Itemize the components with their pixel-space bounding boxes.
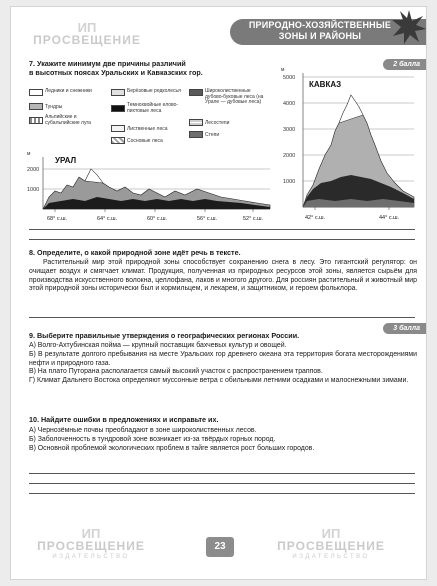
kavkaz-y-tick-1000: 1000 xyxy=(283,179,296,185)
task7-answer-line-1[interactable] xyxy=(29,229,415,230)
task7-title-line1: 7. Укажите минимум две причины различий xyxy=(29,59,186,68)
ural-x-tick-52: 52° с.ш. xyxy=(243,216,264,222)
legend-swatch-tundra xyxy=(29,103,43,110)
task10-statement-b: Б) Заболоченность в тундровой зоне возникает из-за твёрдых горных пород. xyxy=(29,435,276,443)
task8-title: 8. Определите, о какой природной зоне идёт речь в тексте. xyxy=(29,248,241,257)
legend-label-broadleaf: Широколиственные дубово-буковые леса (на Урале — дубовые леса) xyxy=(205,88,264,105)
legend-swatch-meadows xyxy=(29,117,43,124)
publisher-logo-bottom-right: ИП xyxy=(321,526,341,541)
task7-title-line2: в высотных поясах Уральских и Кавказских гор. xyxy=(29,68,203,77)
task10-statements xyxy=(29,427,417,453)
ural-x-tick-64: 64° с.ш. xyxy=(97,216,118,222)
task9-statement-c[interactable]: В) На плато Путорана располагается самый высокий участок с распространением траппов. xyxy=(29,368,323,376)
publisher-watermark-title-bottom-right: ПРОСВЕЩЕНИЕ xyxy=(277,539,385,553)
legend-label-glaciers: Ледники и снежники xyxy=(45,88,92,94)
task8-text: Растительный мир этой природной зоны способствует сохранению снега в лесу. Это гигантский регулятор: он очищает воздух и смягчает климат. Продукция, полученная из природных ресурсов этой зоны, является сырьём для производства искусственного волокна, целлофана, лаков и многого другого. Для россиян растительный и животный мир этой природной зоны исторически был и кормильцем, и лекарем, и защитником, и героем фольклора. xyxy=(29,259,417,293)
publisher-logo: ИП xyxy=(77,20,97,35)
ural-x-tick-56: 56° с.ш. xyxy=(197,216,218,222)
workbook-page xyxy=(10,6,427,580)
kavkaz-y-tick-5000: 5000 xyxy=(283,75,296,81)
legend-label-forest-steppe: Лесостепи xyxy=(205,120,230,126)
ural-y-tick-2000: 2000 xyxy=(27,167,40,173)
task9-statement-a[interactable]: А) Волго-Ахтубинская пойма — крупный поставщик бахчевых культур и овощей. xyxy=(29,342,287,349)
kavkaz-x-tick-42: 42° с.ш. xyxy=(305,215,326,221)
legend-swatch-pine xyxy=(111,137,125,144)
kavkaz-y-tick-2000: 2000 xyxy=(283,153,296,159)
ural-y-tick-1000: 1000 xyxy=(27,187,40,193)
task9-title: 9. Выберите правильные утверждения о географических регионах России. xyxy=(29,331,300,340)
task10-answer-line-1[interactable] xyxy=(29,473,415,474)
ural-x-tick-68: 68° с.ш. xyxy=(47,216,68,222)
section-header-line1: ПРИРОДНО-ХОЗЯЙСТВЕННЫЕ xyxy=(248,20,392,30)
legend-swatch-dark-conifer xyxy=(111,105,125,112)
task9-statement-d[interactable]: Г) Климат Дальнего Востока определяют муссонные ветра с обильными летними осадками и малоснежными зимами. xyxy=(29,377,409,385)
ural-x-tick-60: 60° с.ш. xyxy=(147,216,168,222)
publisher-watermark-subtitle-bottom-right: ИЗДАТЕЛЬСТВО xyxy=(292,554,370,560)
kavkaz-chart-label: КАВКАЗ xyxy=(309,80,342,89)
publisher-watermark-title-bottom-left: ПРОСВЕЩЕНИЕ xyxy=(37,539,145,553)
task7-score-badge: 2 балла xyxy=(383,59,427,70)
task10-answer-line-2[interactable] xyxy=(29,483,415,484)
starburst-icon xyxy=(392,10,426,44)
publisher-watermark-subtitle-bottom-left: ИЗДАТЕЛЬСТВО xyxy=(52,554,130,560)
publisher-watermark-bottom-left xyxy=(31,527,151,561)
task7-title xyxy=(29,59,279,77)
kavkaz-y-unit: м xyxy=(281,67,285,73)
task10-statement-a: А) Чернозёмные почвы преобладают в зоне широколиственных лесов. xyxy=(29,427,257,434)
task10-title: 10. Найдите ошибки в предложениях и исправьте их. xyxy=(29,415,219,424)
ural-profile-chart xyxy=(25,147,275,227)
task10-statement-c: В) Основной проблемой экологических проблем в тайге является рост больших городов. xyxy=(29,444,315,452)
task10-answer-line-3[interactable] xyxy=(29,493,415,494)
legend-label-birch: Берёзовые редколесья xyxy=(127,88,181,94)
legend-label-deciduous: Лиственные леса xyxy=(127,126,168,132)
ural-tundra-peak xyxy=(85,169,103,183)
legend-swatch-forest-steppe xyxy=(189,119,203,126)
legend-swatch-glaciers xyxy=(29,89,43,96)
publisher-watermark-title: ПРОСВЕЩЕНИЕ xyxy=(33,33,141,47)
publisher-watermark-bottom-right xyxy=(271,527,391,561)
ural-y-unit: м xyxy=(27,151,31,157)
kavkaz-y-tick-3000: 3000 xyxy=(283,127,296,133)
legend-label-dark-conifer: Темнохвойные елово-пихтовые леса xyxy=(127,102,179,114)
kavkaz-profile-chart xyxy=(279,65,419,227)
publisher-watermark xyxy=(27,21,147,47)
legend-swatch-broadleaf xyxy=(189,89,203,96)
ural-chart-label: УРАЛ xyxy=(55,156,77,165)
legend-label-steppe: Степи xyxy=(205,132,220,138)
kavkaz-y-tick-4000: 4000 xyxy=(283,101,296,107)
publisher-logo-bottom-left: ИП xyxy=(81,526,101,541)
legend-swatch-deciduous xyxy=(111,125,125,132)
section-header-title xyxy=(240,20,400,42)
legend-label-tundra: Тундры xyxy=(45,104,63,110)
page-number: 23 xyxy=(206,537,234,557)
legend-swatch-steppe xyxy=(189,131,203,138)
task7-answer-line-2[interactable] xyxy=(29,239,415,240)
task9-score-badge: 3 балла xyxy=(383,323,427,334)
kavkaz-x-tick-44: 44° с.ш. xyxy=(379,215,400,221)
task8-answer-line[interactable] xyxy=(29,317,415,318)
legend-swatch-birch xyxy=(111,89,125,96)
legend-label-meadows: Альпийские и субальпийские луга xyxy=(45,114,91,126)
legend-label-pine: Сосновые леса xyxy=(127,138,163,144)
section-header-line2: ЗОНЫ И РАЙОНЫ xyxy=(278,31,362,41)
task9-statement-b[interactable]: Б) В результате долгого пребывания на месте Уральских гор древнего океана эта территория богата месторождениями нефти и природного газа. xyxy=(29,350,417,367)
task9-statements xyxy=(29,342,417,386)
